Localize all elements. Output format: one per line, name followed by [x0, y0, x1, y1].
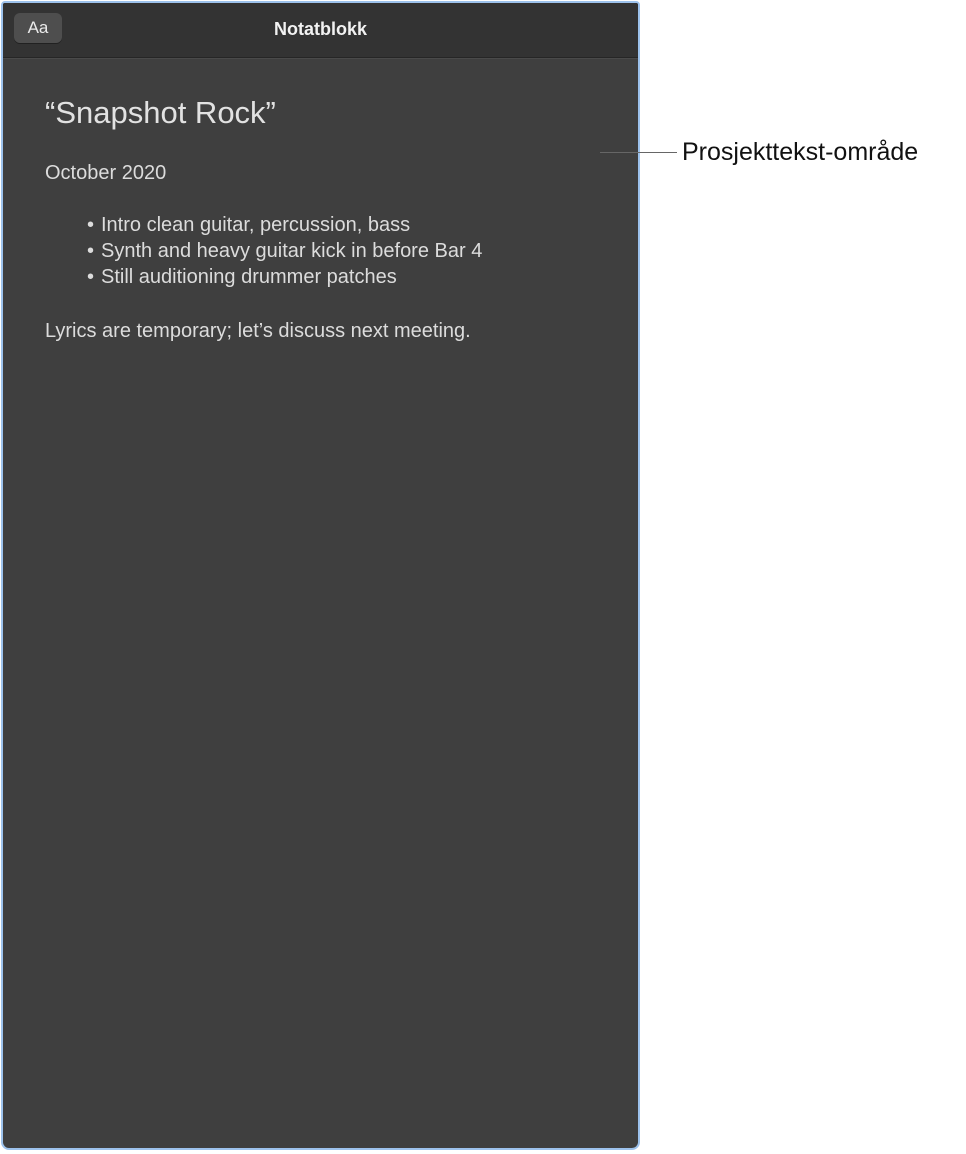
- note-title: “Snapshot Rock”: [45, 95, 276, 130]
- font-settings-button[interactable]: Aa: [14, 13, 62, 43]
- note-bullet-list: [45, 212, 618, 290]
- notepad-window: [1, 1, 640, 1150]
- list-item: • Synth and heavy guitar kick in before Bar 4: [87, 238, 618, 264]
- window-titlebar: [3, 3, 638, 58]
- callout-leader-line: [600, 152, 677, 153]
- window-title: Notatblokk: [273, 19, 367, 39]
- note-date: October 2020: [45, 162, 167, 184]
- list-item: • Intro clean guitar, percussion, bass: [87, 212, 618, 238]
- project-text-area[interactable]: [45, 91, 618, 345]
- callout-label: Prosjekttekst-område: [682, 138, 919, 166]
- note-paragraph: Lyrics are temporary; let’s discuss next meeting.: [45, 320, 471, 342]
- list-item: • Still auditioning drummer patches: [87, 264, 618, 290]
